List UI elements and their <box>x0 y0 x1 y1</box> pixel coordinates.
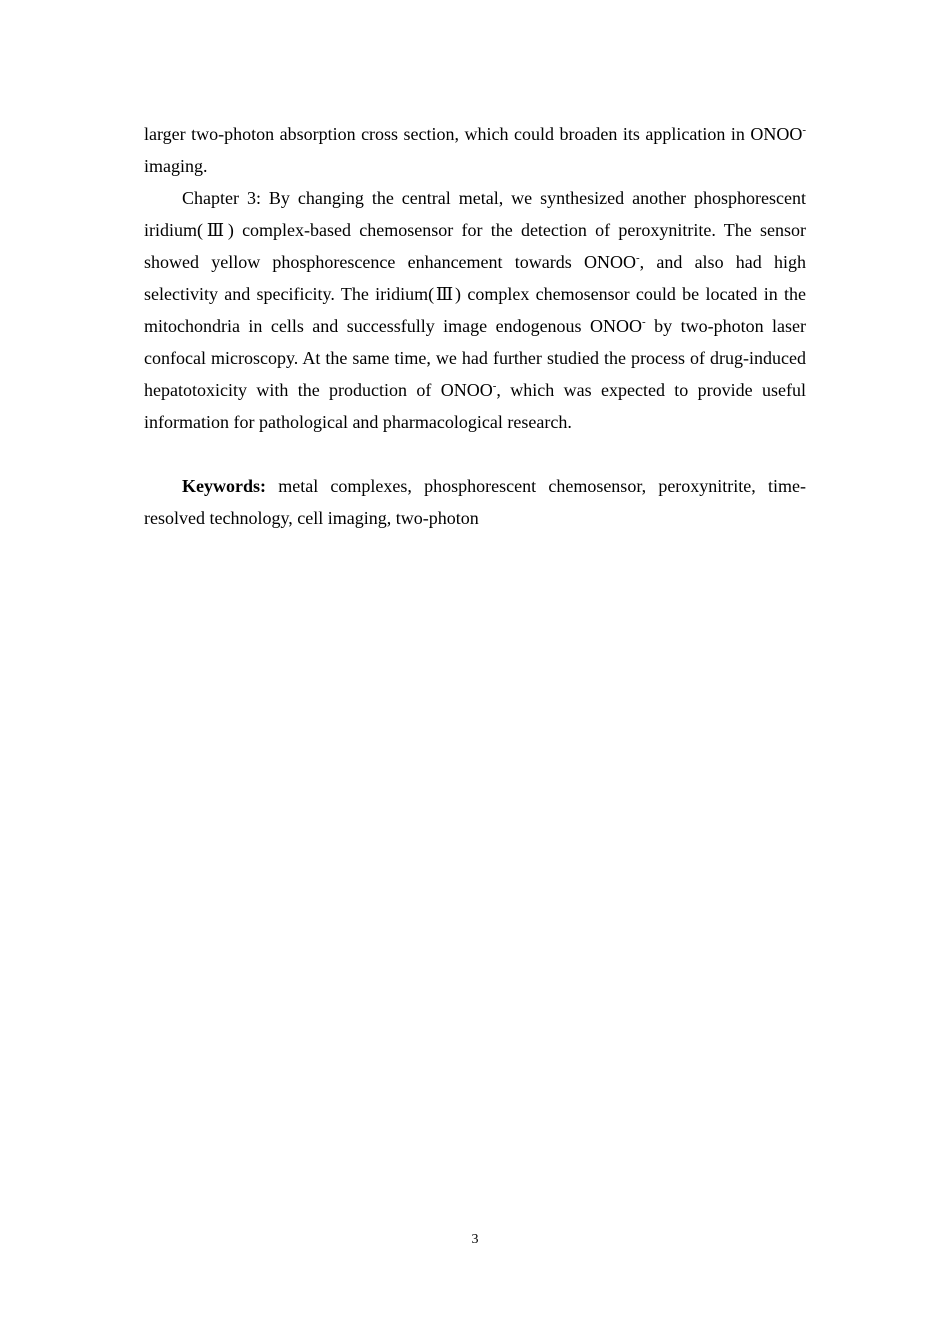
document-body <box>144 118 806 534</box>
superscript-charge: - <box>642 316 646 328</box>
paragraph-chapter-3 <box>144 182 806 438</box>
paragraph-text: larger two-photon absorption cross section, which could broaden its application in ONOO <box>144 124 803 144</box>
keywords-label: Keywords: <box>182 476 266 496</box>
paragraph-text: by two-photon laser confocal microscopy. At the same time, we had further studied the process of drug-induced hepatotoxicity with the production of ONOO <box>144 316 806 400</box>
superscript-charge: - <box>802 124 806 136</box>
paragraph-text: Chapter 3: By changing the central metal, we synthesized another phosphorescent iridium(Ⅲ) complex-based chemosensor for the detection of peroxynitrite. The sensor showed yellow phosphorescence enhancement towards ONOO <box>144 188 806 272</box>
page-number: 3 <box>471 1232 479 1247</box>
superscript-charge: - <box>492 380 497 392</box>
superscript-charge: - <box>635 252 640 264</box>
paragraph-text: imaging. <box>144 156 208 176</box>
paragraph-text: , and also had high selectivity and specificity. The iridium(Ⅲ) complex chemosensor could be located in the mitochondria in cells and successfully image endogenous ONOO <box>144 252 806 336</box>
paragraph-continuation <box>144 118 806 182</box>
keywords-text: metal complexes, phosphorescent chemosensor, peroxynitrite, time-resolved technology, cell imaging, two-photon <box>144 476 806 528</box>
keywords-paragraph <box>144 470 806 534</box>
paragraph-text: , which was expected to provide useful information for pathological and pharmacological research. <box>144 380 806 432</box>
